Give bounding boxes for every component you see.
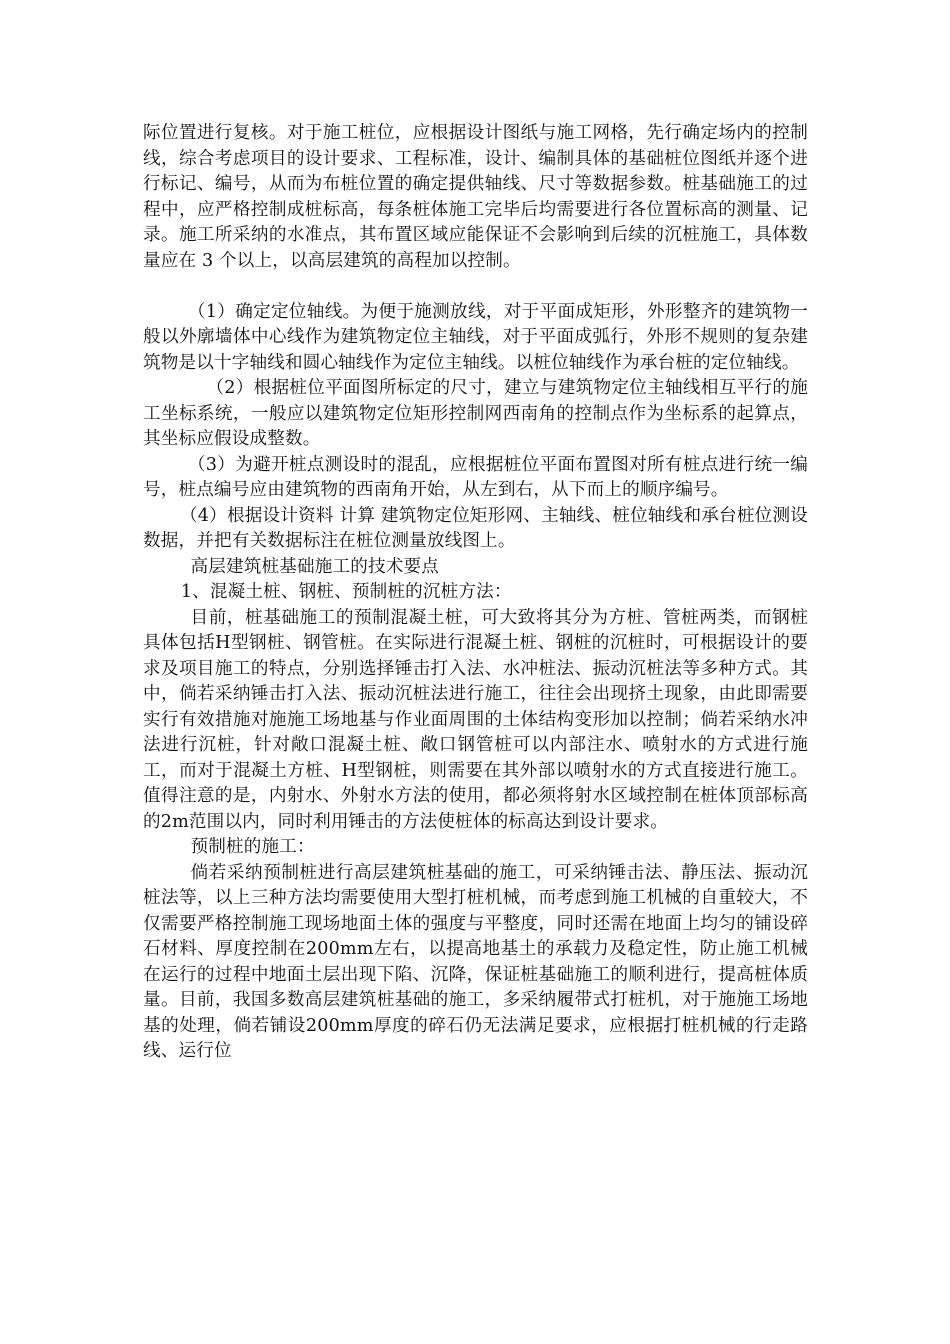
section-heading-technical-points: 高层建筑桩基础施工的技术要点 [190,556,439,577]
paragraph-step-2-coordinates: （2）根据桩位平面图所标定的尺寸，建立与建筑物定位主轴线相互平行的施工坐标系统，一般应以建筑物定位矩形控制网西南角的控制点作为坐标系的起算点，其坐标应假设成整数。 [143,378,808,449]
paragraph-gap [143,274,808,300]
paragraph-precast-pile-details: 倘若采纳预制桩进行高层建筑桩基础的施工，可采纳锤击法、静压法、振动沉桩法等，以上三种方法均需要使用大型打桩机械，而考虑到施工机械的自重较大，不仅需要严格控制施工现场地面土体的强度与平整度，同时还需在地面上均匀的铺设碎石材料、厚度控制在200mm左右，以提高地基土的承载力及稳定性，防止施工机械在运行的过程中地面土层出现下陷、沉降，保证桩基础施工的顺利进行，提高桩体质量。目前，我国多数高层建筑桩基础的施工，多采纳履带式打桩机，对于施施工场地基的处理，倘若铺设200mm厚度的碎石仍无法满足要求，应根据打桩机械的行走路线、运行位 [143,862,808,1061]
paragraph-step-1-axis: （1）确定定位轴线。为便于施测放线，对于平面成矩形，外形整齐的建筑物一般以外廓墙体中心线作为建筑物定位主轴线，对于平面成弧行，外形不规则的复杂建筑物是以十字轴线和圆心轴线作为定位主轴线。以桩位轴线作为承台桩的定位轴线。 [143,301,808,373]
subheading-pile-sinking-methods: 1、混凝土桩、钢桩、预制桩的沉桩方法： [180,582,512,602]
paragraph-step-4-data: （4）根据设计资料 计算 建筑物定位矩形网、主轴线、桩位轴线和承台桩位测设数据，并把有关数据标注在桩位测量放线图上。 [143,505,808,551]
document-body [143,121,808,1065]
paragraph-pile-position-review: 际位置进行复核。对于施工桩位，应根据设计图纸与施工网格，先行确定场内的控制线，综合考虑项目的设计要求、工程标准，设计、编制具体的基础桩位图纸并逐个进行标记、编号，从而为布桩位置的确定提供轴线、尺寸等数据参数。桩基础施工的过程中，应严格控制成桩标高，每条桩体施工完毕后均需要进行各位置标高的测量、记录。施工所采纳的水准点，其布置区域应能保证不会影响到后续的沉桩施工，具体数量应在 3 个以上，以高层建筑的高程加以控制。 [143,123,808,271]
paragraph-pile-sinking-details: 目前，桩基础施工的预制混凝土桩，可大致将其分为方桩、管桩两类，而钢桩具体包括H型钢桩、钢管桩。在实际进行混凝土桩、钢桩的沉桩时，可根据设计的要求及项目施工的特点，分别选择锤击打入法、水冲桩法、振动沉桩法等多种方式。其中，倘若采纳锤击打入法、振动沉桩法进行施工，往往会出现挤土现象，由此即需要实行有效措施对施施工场地基与作业面周围的土体结构变形加以控制；倘若采纳水冲法进行沉桩，针对敞口混凝土桩、敞口钢管桩可以内部注水、喷射水的方式进行施工，而对于混凝土方桩、H型钢桩，则需要在其外部以喷射水的方式直接进行施工。值得注意的是，内射水、外射水方法的使用，都必须将射水区域控制在桩体顶部标高的2m范围以内，同时利用锤击的方法使桩体的标高达到设计要求。 [143,607,808,832]
subheading-precast-pile-construction: 预制桩的施工： [190,837,315,857]
paragraph-step-3-numbering: （3）为避开桩点测设时的混乱，应根据桩位平面布置图对所有桩点进行统一编号，桩点编号应由建筑物的西南角开始，从左到右，从下而上的顺序编号。 [143,454,808,500]
